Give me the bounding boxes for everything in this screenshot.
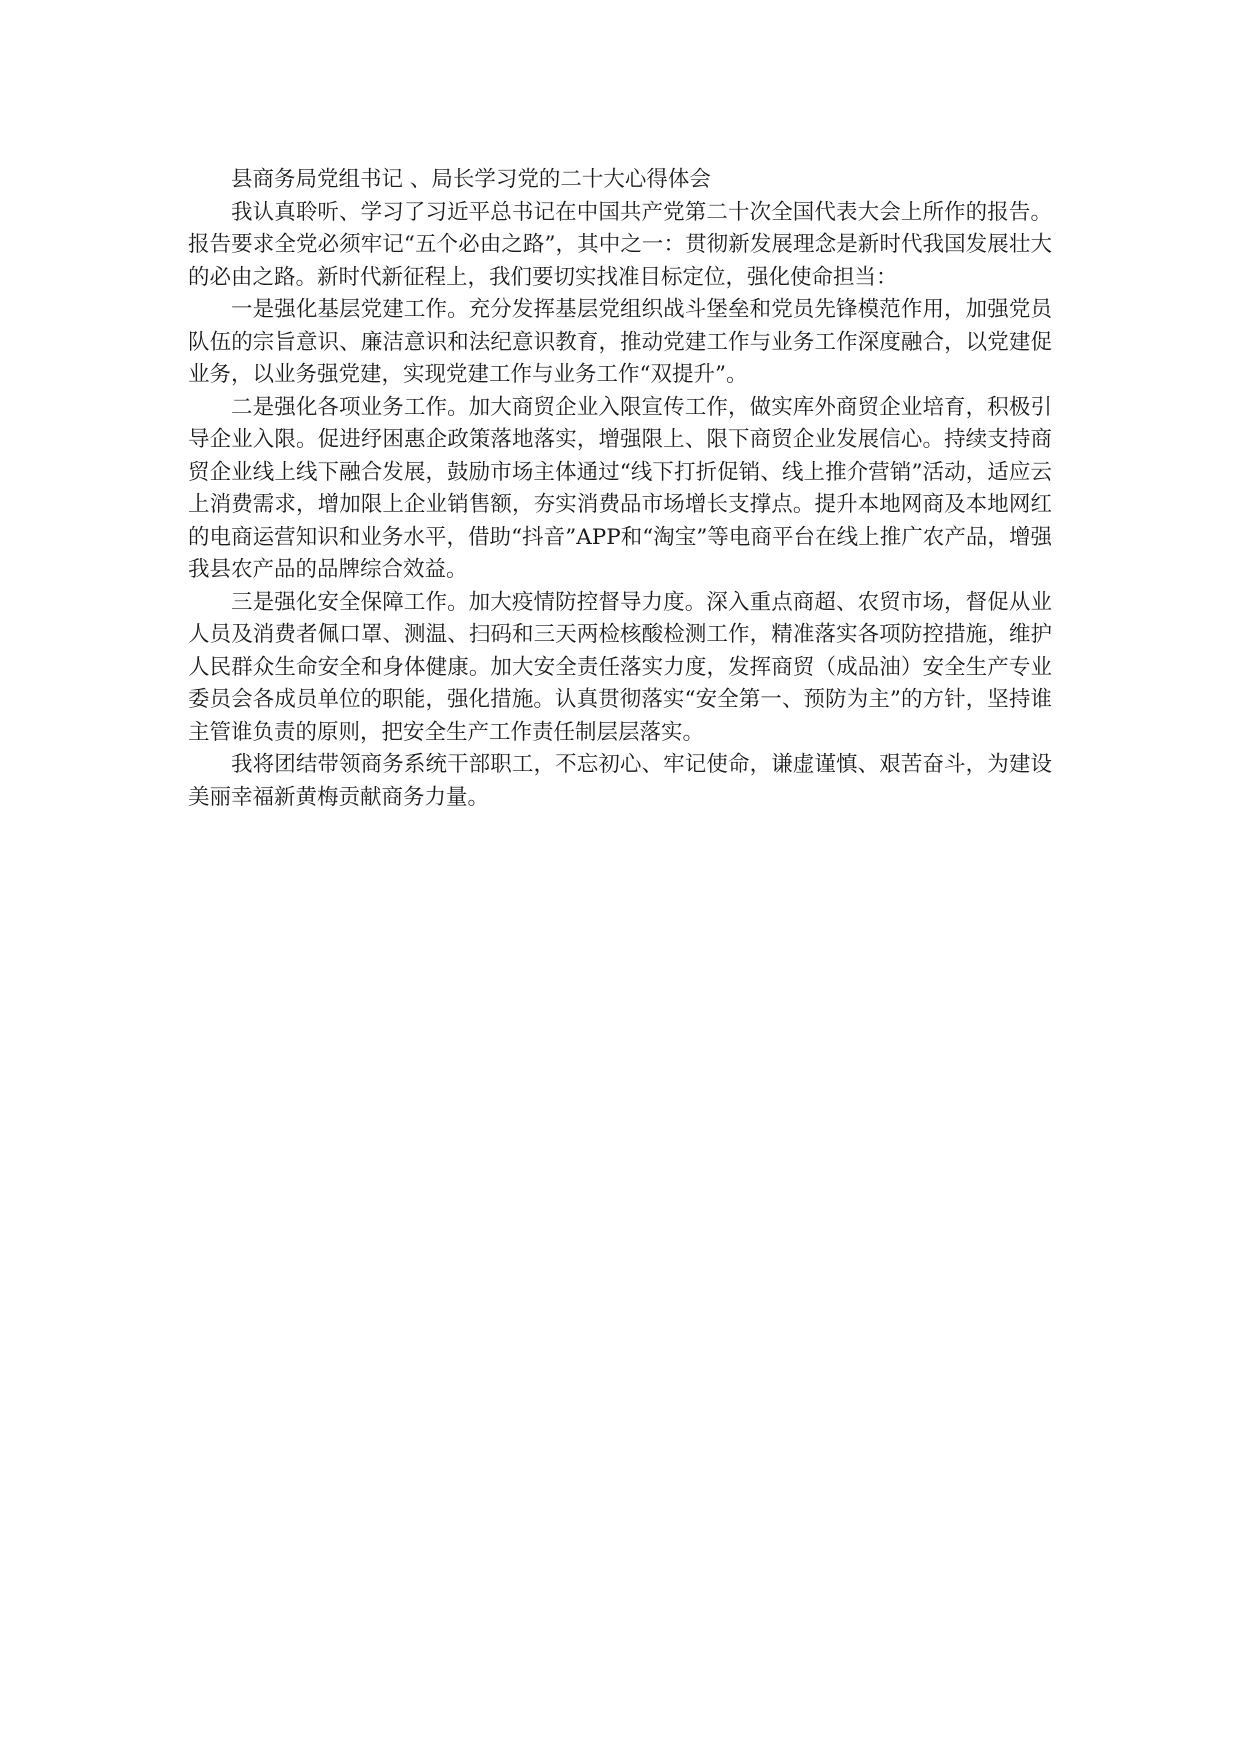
- paragraph-conclusion: 我将团结带领商务系统干部职工，不忘初心、牢记使命，谦虚谨慎、艰苦奋斗，为建设美丽幸福新黄梅贡献商务力量。: [188, 752, 1052, 810]
- paragraph-business-work: 二是强化各项业务工作。加大商贸企业入限宣传工作，做实库外商贸企业培育，积极引导企业入限。促进纾困惠企政策落地落实，增强限上、限下商贸企业发展信心。持续支持商贸企业线上线下融合发展，鼓励市场主体通过“线下打折促销、线上推介营销”活动，适应云上消费需求，增加限上企业销售额，夯实消费品市场增长支撑点。提升本地网商及本地网红的电商运营知识和业务水平，借助“抖音”APP和“淘宝”等电商平台在线上推广农产品，增强我县农产品的品牌综合效益。: [188, 394, 1052, 582]
- paragraph-intro: 我认真聆听、学习了习近平总书记在中国共产党第二十次全国代表大会上所作的报告。报告要求全党必须牢记“五个必由之路”，其中之一：贯彻新发展理念是新时代我国发展壮大的必由之路。新时代新征程上，我们要切实找准目标定位，强化使命担当：: [188, 199, 1052, 290]
- paragraph-party-building: 一是强化基层党建工作。充分发挥基层党组织战斗堡垒和党员先锋模范作用，加强党员队伍的宗旨意识、廉洁意识和法纪意识教育，推动党建工作与业务工作深度融合，以党建促业务，以业务强党建，实现党建工作与业务工作“双提升”。: [188, 297, 1052, 387]
- document-body: [188, 164, 1052, 814]
- document-title: 县商务局党组书记 、局长学习党的二十大心得体会: [231, 167, 711, 192]
- paragraph-safety-work: 三是强化安全保障工作。加大疫情防控督导力度。深入重点商超、农贸市场，督促从业人员及消费者佩口罩、测温、扫码和三天两检核酸检测工作，精准落实各项防控措施，维护人民群众生命安全和身体健康。加大安全责任落实力度，发挥商贸（成品油）安全生产专业委员会各成员单位的职能，强化措施。认真贯彻落实“安全第一、预防为主”的方针，坚持谁主管谁负责的原则，把安全生产工作责任制层层落实。: [188, 589, 1052, 745]
